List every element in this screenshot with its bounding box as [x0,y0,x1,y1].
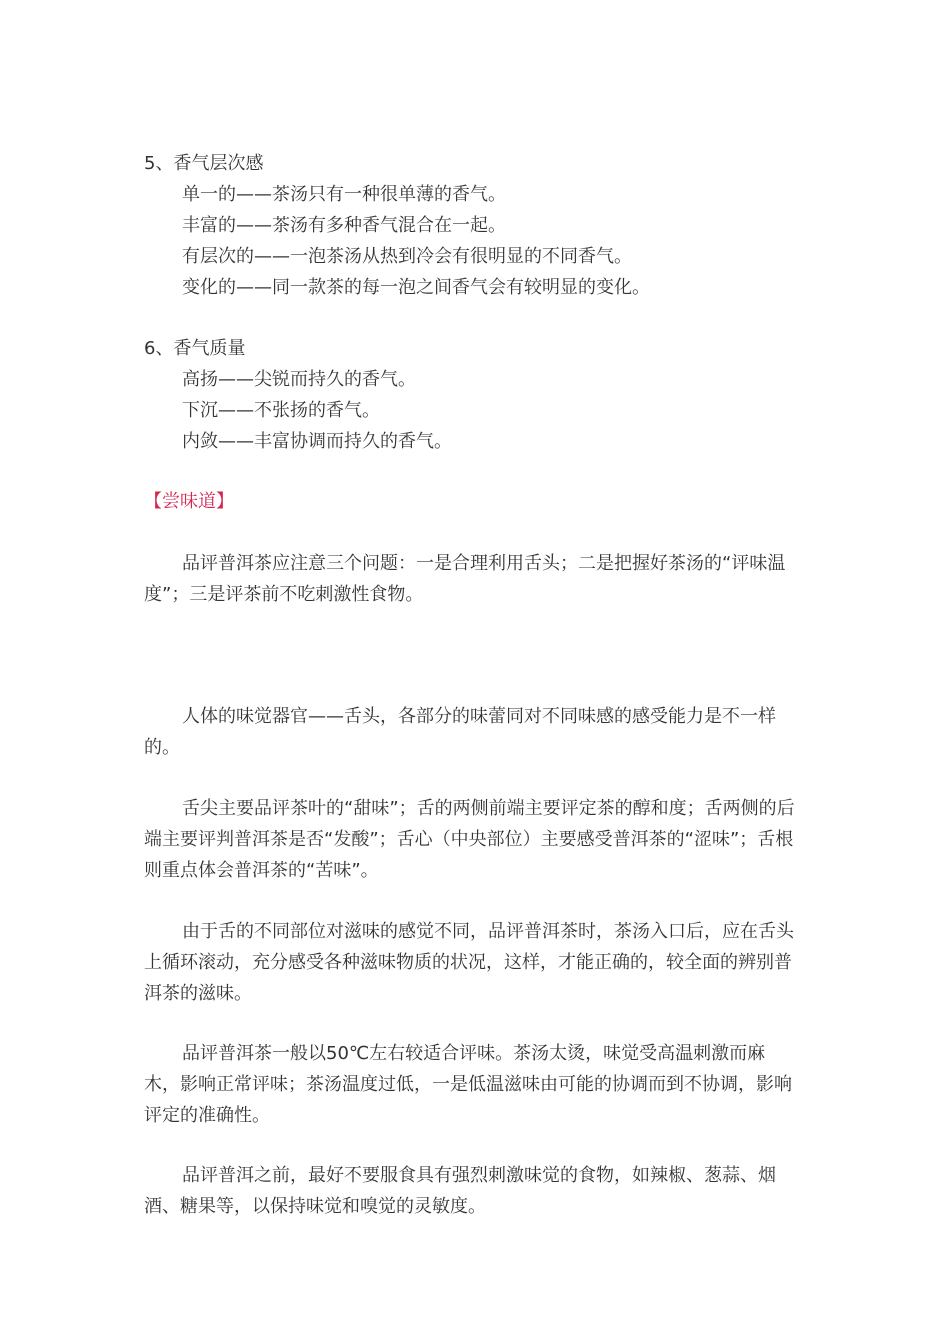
taste-paragraph-1: 品评普洱茶应注意三个问题：一是合理利用舌头；二是把握好茶汤的“评味温度”；三是评茶前不吃刺激性食物。 [144,553,786,605]
section-6-heading: 6、香气质量 [144,338,246,359]
taste-paragraph-4: 由于舌的不同部位对滋味的感觉不同，品评普洱茶时，茶汤入口后，应在舌头上循环滚动，充分感受各种滋味物质的状况，这样，才能正确的，较全面的辨别普洱茶的滋味。 [144,921,794,1004]
taste-paragraph-6: 品评普洱之前，最好不要服食具有强烈刺激味觉的食物，如辣椒、葱蒜、烟酒、糖果等，以保持味觉和嗅觉的灵敏度。 [144,1165,776,1217]
taste-paragraph-2: 人体的味觉器官——舌头，各部分的味蕾同对不同味感的感受能力是不一样的。 [144,706,776,758]
section-5-heading: 5、香气层次感 [144,153,264,174]
section-5-item-1: 单一的——茶汤只有一种很单薄的香气。 [182,184,506,205]
taste-paragraph-5: 品评普洱茶一般以50℃左右较适合评味。茶汤太烫，味觉受高温刺激而麻木，影响正常评味；茶汤温度过低，一是低温滋味由可能的协调而到不协调，影响评定的准确性。 [144,1043,792,1126]
section-5-item-2: 丰富的——茶汤有多种香气混合在一起。 [182,215,506,236]
taste-section-heading: 【尝味道】 [144,491,234,512]
section-6-item-1: 高扬——尖锐而持久的香气。 [182,369,416,390]
section-5-item-3: 有层次的——一泡茶汤从热到冷会有很明显的不同香气。 [182,246,632,267]
taste-paragraph-3: 舌尖主要品评茶叶的“甜味”；舌的两侧前端主要评定茶的醇和度；舌两侧的后端主要评判普洱茶是否“发酸”；舌心（中央部位）主要感受普洱茶的“涩味”；舌根则重点体会普洱茶的“苦味”。 [144,798,795,881]
section-6-item-3: 内敛——丰富协调而持久的香气。 [182,431,452,452]
section-5-item-4: 变化的——同一款茶的每一泡之间香气会有较明显的变化。 [182,277,650,298]
section-6-item-2: 下沉——不张扬的香气。 [182,400,380,421]
